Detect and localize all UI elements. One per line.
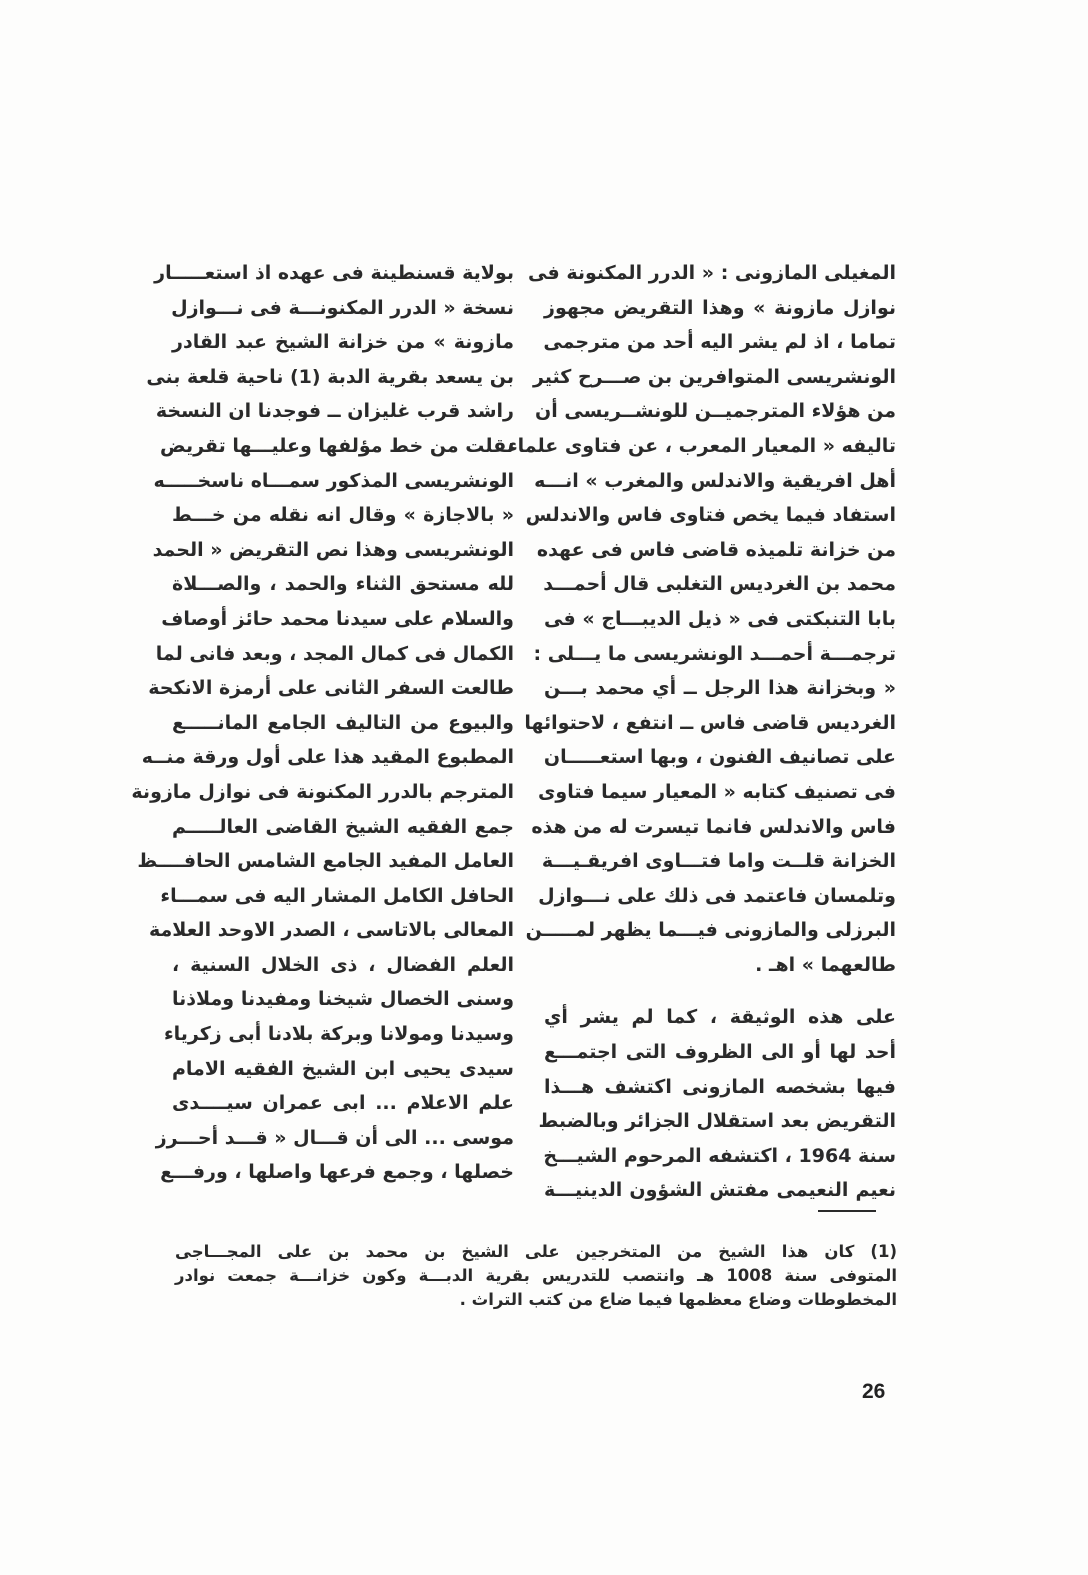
- text-line: وسيدنا ومولانا وبركة بلادنا أبى زكرياء: [163, 1023, 514, 1046]
- text-line: محمد بن الغرديس التغلبى قال أحمـــد: [543, 573, 896, 596]
- text-line: استفاد فيما يخص فتاوى فاس والاندلس: [525, 504, 896, 527]
- text-line: الونشريسى المذكور سمـــاه ناسخـــــه: [153, 469, 514, 492]
- footnote: [175, 1240, 897, 1312]
- text-line: سيدى يحيى ابن الشيخ الفقيه الامام: [172, 1057, 514, 1080]
- text-line: على تصانيف الفنون ، وبها استعـــــان: [543, 746, 896, 769]
- text-line: موسى ... الى أن قـــال « قـــد أحـــرز: [155, 1126, 514, 1149]
- text-line: المترجم بالدرر المكنونة فى نوازل مازونة: [131, 780, 514, 803]
- text-line: والبيوع من التاليف الجامع المانـــــع: [172, 711, 514, 734]
- text-line: من هؤلاء المترجميــن للونشــريسى أن: [535, 400, 896, 423]
- text-line: فاس والاندلس فانما تيسرت له من هذه: [531, 815, 896, 838]
- text-line: بن يسعد بقرية الدبة (1) ناحية قلعة بنى: [146, 365, 514, 388]
- left-column: [131, 256, 514, 1190]
- text-line: علم الاعلام ... ابى عمران سيــــدى: [172, 1092, 514, 1115]
- text-line: العامل المفيد الجامع الشامس الحافــــظ: [137, 850, 514, 873]
- text-line: بابا التنبكتى فى « ذيل الديبـــاج » فى: [544, 607, 896, 630]
- footnote-separator: [818, 1210, 876, 1212]
- text-line: سنة 1964 ، اكتشفه المرحوم الشيـــخ: [543, 1144, 896, 1167]
- text-line: مازونة » من خزانة الشيخ عبد القادر: [172, 331, 514, 354]
- page-number: 26: [862, 1380, 886, 1403]
- right-column: [507, 256, 896, 1208]
- text-line: تماما ، اذ لم يشر اليه أحد من مترجمى: [543, 331, 896, 354]
- text-line: العلم الفضال ، ذى الخلال السنية ،: [172, 953, 514, 976]
- text-line: البرزلى والمازونى فيـــما يظهر لمـــــن: [525, 919, 896, 942]
- text-line: تاليفه « المعيار المعرب ، عن فتاوى علماء: [507, 434, 896, 457]
- text-line: المغيلى المازونى : « الدرر المكنونة فى: [528, 262, 896, 284]
- text-line: فى تصنيف كتابه « المعيار سيما فتاوى: [537, 780, 896, 803]
- text-line: وتلمسان فاعتمد فى ذلك على نـــوازل: [538, 884, 896, 907]
- text-line: بولاية قسنطينة فى عهده اذ استعـــــار: [154, 262, 514, 284]
- paragraph-2: [538, 1000, 896, 1208]
- text-line: المعالى بالاتاسى ، الصدر الاوحد العلامة: [149, 919, 514, 942]
- text-line: من خزانة تلميذه قاضى فاس فى عهده: [536, 538, 896, 561]
- text-line: المطبوع المقيد هذا على أول ورقة منــه: [141, 746, 514, 769]
- text-line: الونشريسى وهذا نص التقريض « الحمد: [152, 538, 514, 561]
- text-line: الحافل الكامل المشار اليه فى سمـــاء: [160, 884, 514, 907]
- paragraph-1: [507, 256, 896, 982]
- text-line: راشد قرب غليزان ــ فوجدنا ان النسخة: [155, 400, 514, 423]
- text-line: الخزانة قلــت واما فتـــاوى افريقـيـــة: [541, 850, 896, 873]
- footnote-line: (1) كان هذا الشيخ من المتخرجين على الشيخ بن محمد بن على المجـــاجى: [175, 1242, 897, 1261]
- text-line: جمع الفقيه الشيخ القاضى العالـــــم: [172, 815, 514, 838]
- text-line: التقريض بعد استقلال الجزائر وبالضبط: [538, 1110, 896, 1133]
- text-line: الكمال فى كمال المجد ، وبعد فانى لما: [155, 642, 514, 665]
- text-line: أحد لها أو الى الظروف التى اجتمـــع: [544, 1041, 896, 1064]
- text-line: أهل افريقية والاندلس والمغرب » انـــه: [534, 469, 896, 492]
- text-line: على هذه الوثيقة ، كما لم يشر أي: [544, 1006, 896, 1029]
- paragraph-gap: [544, 982, 896, 1000]
- text-line: ترجمـــة أحمـــد الونشريسى ما يـــلى :: [533, 642, 896, 665]
- footnote-line: المتوفى سنة 1008 هـ وانتصب للتدريس بقرية الدبـــة وكون خزانـــة جمعت نوادر: [175, 1266, 897, 1285]
- text-line: والسلام على سيدنا محمد حائز أوصاف: [161, 607, 514, 630]
- text-line: نعيم النعيمى مفتش الشؤون الدينيـــة: [544, 1179, 896, 1202]
- text-line: لله مستحق الثناء والحمد ، والصـــلاة: [172, 573, 514, 596]
- text-line: خصلها ، وجمع فرعها واصلها ، ورفـــع: [160, 1161, 514, 1184]
- text-line: « وبخزانة هذا الرجل ــ أي محمد بـــن: [544, 677, 896, 700]
- footnote-line: المخطوطات وضاع معظمها فيما ضاع من كتب التراث .: [459, 1290, 897, 1309]
- text-line: وسنى الخصال شيخنا ومفيدنا وملاذنا: [172, 988, 514, 1011]
- text-line: « بالاجازة » وقال انه نقله من خـــط: [172, 504, 514, 527]
- text-line: طالعت السفر الثانى على أرمزة الانكحة: [148, 677, 514, 700]
- text-line: فيها بشخصه المازونى اكتشف هـــذا: [544, 1075, 896, 1098]
- text-line: الونشريسى المتوافرين بن صـــرح كثير: [532, 365, 896, 388]
- text-line: الغرديس قاضى فاس ــ انتفع ، لاحتوائها: [524, 711, 896, 734]
- text-line: نقلت من خط مؤلفها وعليـــها تقريض: [160, 434, 514, 457]
- text-line: طالعهما » اهـ .: [755, 953, 896, 976]
- text-line: نوازل مازونة » وهذا التقريض مجهوز: [544, 296, 896, 319]
- text-line: نسخة « الدرر المكنونـــة فى نـــوازل: [171, 296, 514, 319]
